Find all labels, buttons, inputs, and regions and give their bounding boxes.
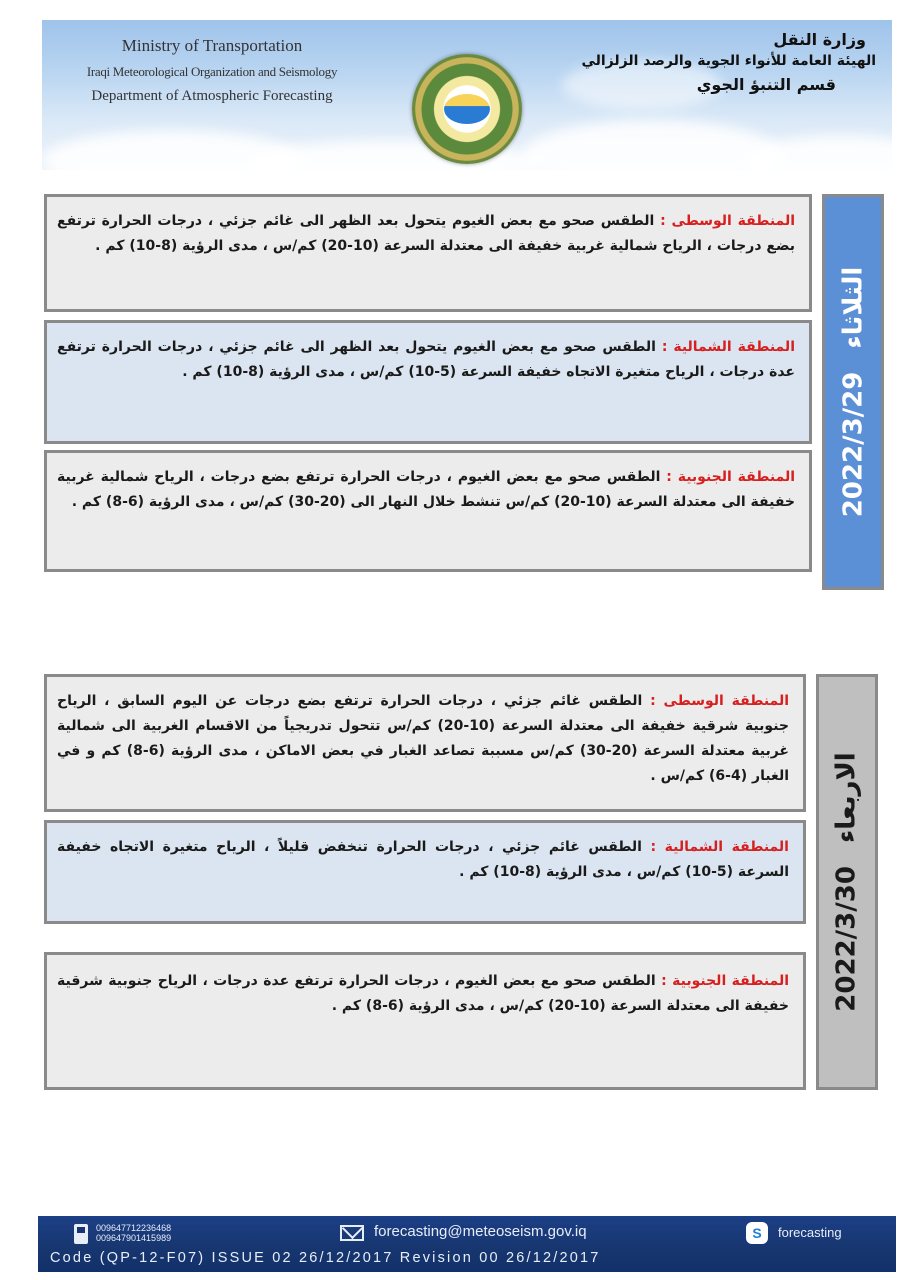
contact-email[interactable]: forecasting@meteoseism.gov.iq [374,1223,587,1240]
forecast-text: الطقس صحو مع بعض الغيوم يتحول بعد الظهر الى غائم جزئي ، درجات الحرارة ترتفع بضع درجات ، الرياح شمالية غربية خفيفة الى معتدلة السرعة (10-20) كم/س ، مدى الرؤية (8-10) كم . [57,213,795,254]
phone-icon [74,1224,88,1244]
organization-name-en: Iraqi Meteorological Organization and Seismology [86,64,338,79]
skype-handle[interactable]: forecasting [778,1225,842,1240]
region-label: المنطقة الجنوبية : [661,973,789,989]
region-label: المنطقة الجنوبية : [666,469,796,485]
phone-number-2: 009647901415989 [96,1233,172,1243]
region-label: المنطقة الوسطى : [650,693,789,709]
header-arabic-block [576,30,876,94]
date-tab-day2 [816,674,878,1090]
forecast-text: الطقس غائم جزئي ، درجات الحرارة تنخفض قليلاً ، الرياح متغيرة الاتجاه خفيفة السرعة (5-10) كم/س ، مدى الرؤية (8-10) كم . [57,839,789,880]
date-tab-label [832,752,862,1011]
forecast-day1-south [44,450,812,572]
organization-logo [412,54,522,164]
date-tab-day-name: الاربعاء [832,752,862,844]
document-code-line: Code (QP-12-F07) ISSUE 02 26/12/2017 Revision 00 26/12/2017 [50,1250,601,1266]
header-banner [42,20,892,170]
mail-icon [340,1225,364,1241]
date-tab-day1 [822,194,884,590]
forecast-text: الطقس صحو مع بعض الغيوم ، درجات الحرارة ترتفع بضع درجات ، الرياح شمالية غربية خفيفة الى معتدلة السرعة (10-20) كم/س تنشط خلال النهار الى (20-30) كم/س ، مدى الرؤية (6-8) كم . [57,469,795,510]
skype-icon: S [746,1222,768,1244]
region-label: المنطقة الشمالية : [661,339,795,355]
logo-emblem-icon [444,94,490,124]
phone-number-1: 009647712236468 [96,1223,172,1233]
ministry-name-ar: وزارة النقل [773,30,866,49]
footer-bar [38,1216,896,1272]
forecast-day1-central [44,194,812,312]
department-name-en: Department of Atmospheric Forecasting [91,88,333,104]
forecast-text: الطقس غائم جزئي ، درجات الحرارة ترتفع بضع درجات عن اليوم السابق ، الرياح جنوبية شرقية خفيفة الى معتدلة السرعة (10-20) كم/س تتحول تدريجياً من الاقسام الغربية الى شمالية غربية معتدلة السرعة (20-30) كم/س مسببة تصاعد الغبار في بعض الاماكن ، مدى الرؤية (6-8) كم و في الغبار (4-6) كم/س . [57,693,789,784]
forecast-day1-north [44,320,812,444]
forecast-text: الطقس صحو مع بعض الغيوم يتحول بعد الظهر الى غائم جزئي ، درجات الحرارة ترتفع عدة درجات ، الرياح متغيرة الاتجاه خفيفة السرعة (5-10) كم/س ، مدى الرؤية (8-10) كم . [57,339,795,380]
forecast-text: الطقس صحو مع بعض الغيوم ، درجات الحرارة ترتفع عدة درجات ، الرياح جنوبية شرقية خفيفة الى معتدلة السرعة (10-20) كم/س ، مدى الرؤية (6-8) كم . [57,973,789,1014]
region-label: المنطقة الشمالية : [650,839,789,855]
phone-numbers [96,1223,171,1243]
region-label: المنطقة الوسطى : [660,213,796,229]
date-tab-date: 2022/3/30 [832,866,862,1012]
date-tab-day-name: الثلاثاء [838,266,868,349]
forecast-day2-north [44,820,806,924]
department-name-ar: قسم التنبؤ الجوي [696,75,836,94]
forecast-day2-south [44,952,806,1090]
organization-name-ar: الهيئة العامة للأنواء الجوية والرصد الزلزالي [581,53,876,69]
forecast-day2-central [44,674,806,812]
header-english-block [62,36,362,105]
date-tab-date: 2022/3/29 [838,371,868,518]
date-tab-label [838,267,868,518]
ministry-name-en: Ministry of Transportation [121,36,303,55]
